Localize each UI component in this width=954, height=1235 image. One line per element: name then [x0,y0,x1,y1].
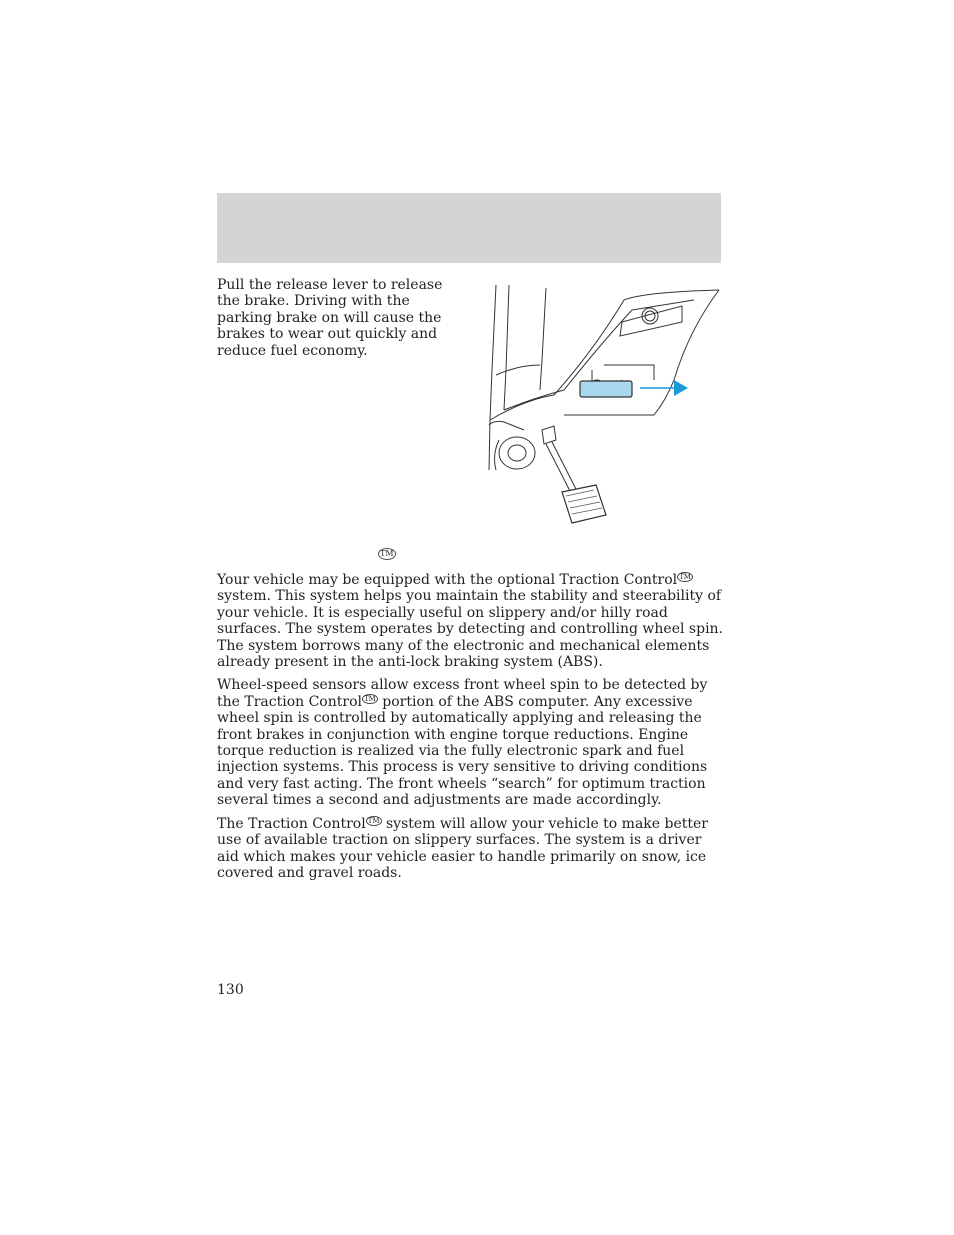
release-lever [580,381,632,397]
brake-pedal [542,426,606,523]
paragraph: Wheel-speed sensors allow excess front wheel spin to be detected by the Traction Control ™ portion of the ABS computer. Any excessive wheel spin is controlled by automatically applying and releasing the front brakes in conjunction with engine torque reductions. Engine torque reduction is realized via the fully electronic spark and fuel injection systems. This process is very sensitive to driving conditions and very fast acting. The front wheels “search” for optimum traction several times a second and adjustments are made accordingly. [217,677,708,809]
traction-control-heading-tm: TM [380,549,394,558]
paragraph: The Traction Control ™ system will allow your vehicle to make better use of available traction on slippery surfaces. The system is a driver aid which makes your vehicle easier to handle primarily on snow, ice covered and gravel roads. [217,815,709,881]
traction-control-section [217,572,723,888]
trademark-mark: TM [367,816,380,825]
trademark-mark: TM [363,694,376,703]
pull-direction-arrow-icon [640,380,688,396]
trademark-mark: TM [679,573,691,581]
paragraph: Your vehicle may be equipped with the optional Traction Control ™ system. This system helps you maintain the stability and steerability of your vehicle. It is especially useful on slippery and/or hilly road surfaces. The system operates by detecting and controlling wheel spin. The system borrows many of the electronic and mechanical elements already present in the anti-lock braking system (ABS). [217,572,724,671]
page-number: 130 [217,982,244,998]
release-instructions: Pull the release lever to release the brake. Driving with the parking brake on will cause the brakes to wear out quickly and reduce fuel economy. [217,277,443,359]
section-header-band [217,193,721,263]
parking-brake-illustration [484,280,724,530]
